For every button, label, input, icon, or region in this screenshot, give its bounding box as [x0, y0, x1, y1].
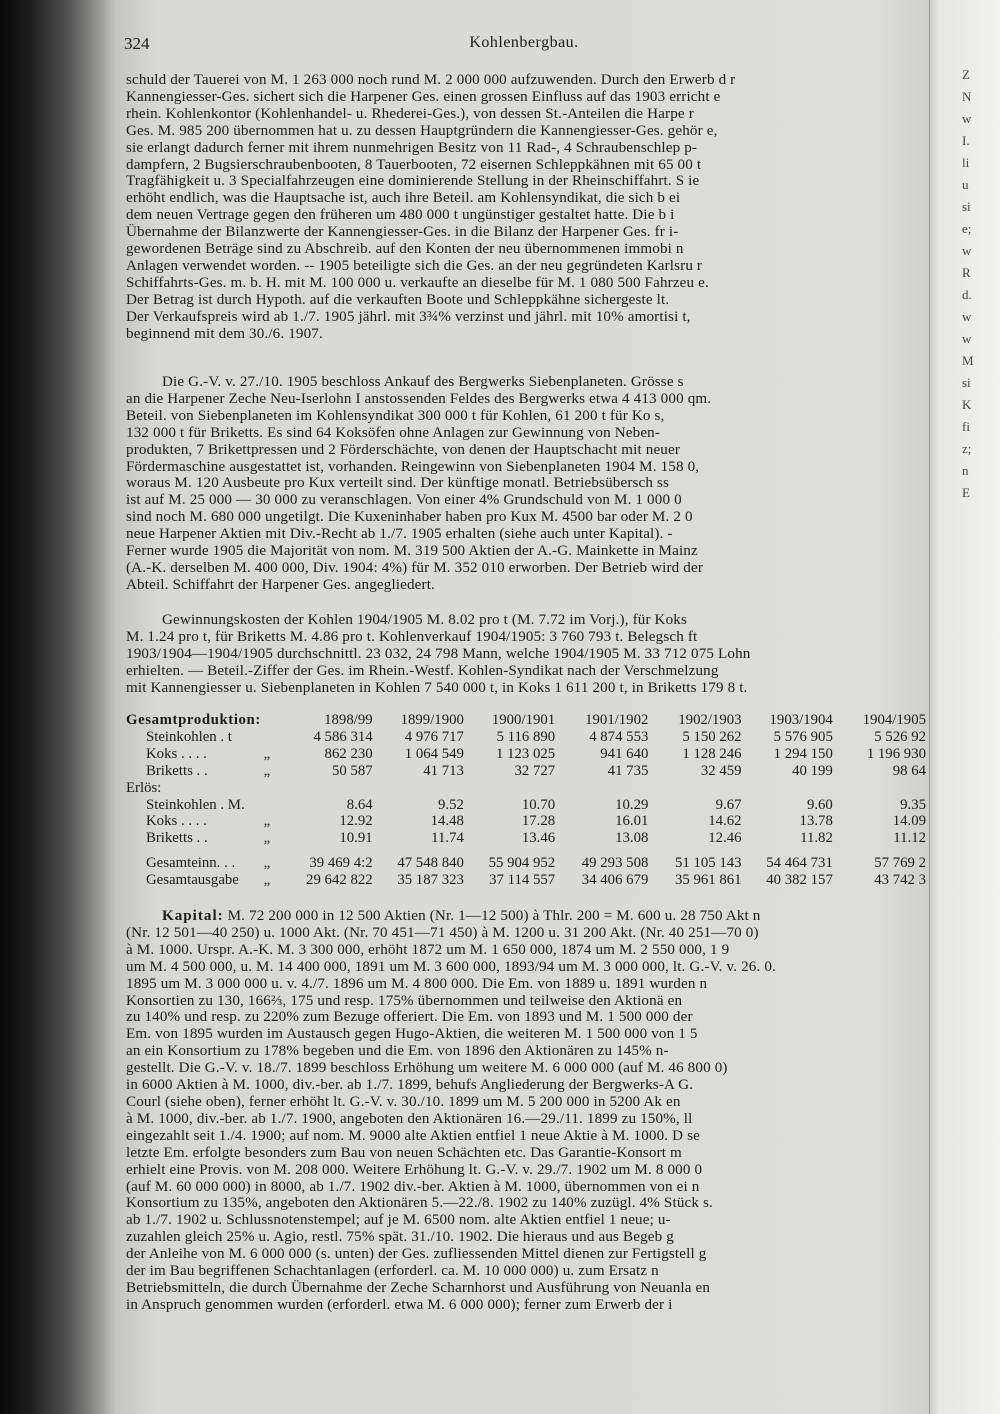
- text-line: 1895 um M. 3 000 000 u. v. 4./7. 1896 um M. 4 800 000. Die Em. von 1889 u. 1891 wurden n: [126, 975, 708, 992]
- table-cell: 11.12: [893, 830, 926, 847]
- running-head: Kohlenbergbau.: [469, 34, 579, 51]
- table-cell: 40 382 157: [766, 872, 833, 889]
- paragraph-kapital: [126, 908, 926, 1314]
- table-cell: 13.46: [521, 830, 556, 847]
- text-line: Fördermaschine ausgestattet ist, vorhanden. Reingewinn von Siebenplaneten 1904 M. 158 0,: [126, 458, 700, 475]
- row-unit: „: [263, 872, 271, 889]
- row-unit: „: [263, 855, 271, 872]
- row-label: Briketts . .: [146, 762, 208, 779]
- table-cell: 29 642 822: [306, 872, 373, 889]
- text-line: Konsortium zu 135%, angeboten den Aktionären 5.—22./8. 1902 zu 140% zuzügl. 4% Stück s.: [126, 1195, 713, 1212]
- table-cell: 1 294 150: [773, 745, 833, 762]
- text-line: Abteil. Schiffahrt der Harpener Ges. angegliedert.: [126, 576, 435, 593]
- table-cell: 10.91: [339, 830, 373, 847]
- text-line: Anlagen verwendet worden. -- 1905 beteiligte sich die Ges. an der neu gegründeten Karlsru r: [126, 257, 703, 274]
- text-line: gestellt. Die G.-V. v. 18./7. 1899 beschloss Erhöhung um weitere M. 6 000 000 (auf M. 46 800 0): [126, 1060, 728, 1077]
- table-cell: 4 976 717: [404, 728, 464, 745]
- production-row: [126, 763, 926, 780]
- year-header: 1904/1905: [862, 712, 926, 728]
- revenue-row: [126, 813, 926, 830]
- table-cell: 41 735: [607, 762, 649, 779]
- production-row: [126, 729, 926, 746]
- table-cell: 35 961 861: [674, 872, 742, 889]
- table-cell: 51 105 143: [674, 855, 742, 872]
- text-line: dem neuen Vertrage gegen den früheren um 480 000 t ungünstiger gestaltet hatte. Die b i: [126, 207, 675, 224]
- row-unit: „: [263, 745, 271, 762]
- row-unit: „: [263, 762, 271, 779]
- table-cell: 55 904 952: [488, 855, 556, 872]
- paragraph-gewinnungskosten: [126, 612, 926, 697]
- table-cell: 1 123 025: [495, 745, 556, 762]
- text-line: neue Harpener Aktien mit Div.-Recht ab 1./7. 1905 erhalten (siehe auch unter Kapital). -: [126, 526, 673, 543]
- row-label: Briketts . .: [146, 830, 208, 847]
- table-cell: 35 187 323: [397, 872, 464, 889]
- page-header: [118, 34, 930, 56]
- table-cell: 4 586 314: [313, 728, 373, 745]
- table-cell: 14.62: [708, 813, 742, 830]
- kapital-heading: Kapital:: [162, 908, 224, 924]
- text-line: produkten, 7 Brikettpressen und 2 Förderschächte, von denen der Hauptschacht mit neuer: [126, 441, 681, 458]
- table-cell: 57 769 2: [874, 855, 926, 872]
- row-label: Gesamteinn. . .: [146, 855, 236, 872]
- production-title: Gesamtproduktion:: [126, 712, 261, 728]
- text-line: M. 1.24 pro t, für Briketts M. 4.86 pro t. Kohlenverkauf 1904/1905: 3 760 793 t. Belegsch ft: [126, 628, 698, 645]
- next-page-edge: [929, 0, 1000, 1414]
- text-line: zu 140% und resp. zu 220% zum Bezuge offeriert. Die Em. von 1893 und M. 1 500 000 der: [126, 1009, 693, 1026]
- year-header: 1901/1902: [585, 712, 649, 728]
- text-line: Beteil. von Siebenplaneten im Kohlensyndikat 300 000 t für Kohlen, 61 200 t für Ko s,: [126, 407, 665, 424]
- text-line: Ges. M. 985 200 übernommen hat u. zu dessen Hauptgründern die Kannengiesser-Ges. gehör e,: [126, 122, 718, 139]
- table-cell: 11.82: [800, 830, 833, 847]
- text-line: schuld der Tauerei von M. 1 263 000 noch rund M. 2 000 000 aufzuwenden. Durch den Erwerb d r: [126, 72, 736, 88]
- text-line: 132 000 t für Briketts. Es sind 64 Koksöfen ohne Anlagen zur Gewinnung von Neben-: [126, 424, 661, 441]
- text-line: Konsortien zu 130, 166⅔, 175 und resp. 175% übernommen und teilweise den Aktionä en: [126, 992, 683, 1009]
- table-cell: 4 874 553: [589, 728, 649, 745]
- page-number: 324: [124, 34, 150, 53]
- revenue-row: [126, 830, 926, 847]
- text-line: sie erlangt dadurch ferner mit ihrem nunmehrigen Besitz von 11 Rad-, 4 Schraubenschlep p-: [126, 139, 698, 156]
- text-line: erhielten. — Beteil.-Ziffer der Ges. im Rhein.-Westf. Kohlen-Syndikat nach der Verschmelzung: [126, 662, 719, 679]
- table-spacer: [126, 847, 926, 855]
- text-line: an ein Konsortium zu 178% begeben und die Em. von 1896 den Aktionären zu 145% n-: [126, 1043, 669, 1060]
- book-spine-shadow: [0, 0, 118, 1414]
- text-line: à M. 1000. Urspr. A.-K. M. 3 300 000, erhöht 1872 um M. 1 650 000, 1874 um M. 2 550 000, 1 9: [126, 941, 730, 958]
- year-header: 1899/1900: [400, 712, 464, 728]
- text-line: woraus M. 120 Ausbeute pro Kux verteilt sind. Der künftige monatl. Betriebsübersch ss: [126, 475, 670, 492]
- text-line: ab 1./7. 1902 u. Schlussnotenstempel; auf je M. 6500 nom. alte Aktien entfiel 1 neue; u-: [126, 1212, 671, 1229]
- production-table-body: [126, 729, 926, 889]
- table-cell: 12.46: [708, 830, 742, 847]
- text-line: Tragfähigkeit u. 3 Specialfahrzeugen eine dominierende Stellung in der Rheinschiffahrt. S ie: [126, 173, 700, 190]
- revenue-label-row: [126, 780, 926, 797]
- production-header-row: [126, 712, 926, 729]
- year-header: 1902/1903: [678, 712, 742, 728]
- table-cell: 32 727: [514, 762, 556, 779]
- table-cell: 5 116 890: [496, 728, 556, 745]
- table-cell: 5 526 92: [874, 728, 926, 745]
- text-line: à M. 1000, div.-ber. ab 1./7. 1900, angeboten den Aktionären 16.—29./11. 1899 zu 150%, ll: [126, 1110, 693, 1127]
- row-label: Koks . . . .: [146, 745, 207, 762]
- table-cell: 9.52: [438, 796, 464, 813]
- text-line: Kannengiesser-Ges. sichert sich die Harpener Ges. einen grossen Einfluss auf das 1903 erricht e: [126, 88, 721, 105]
- text-line: der im Bau begriffenen Schachtanlagen (erforderl. ca. M. 10 000 000) u. zum Ersatz n: [126, 1263, 659, 1280]
- text-line: 1903/1904—1904/1905 durchschnittl. 23 032, 24 798 Mann, welche 1904/1905 M. 33 712 075 Lohn: [126, 645, 751, 662]
- row-label: Steinkohlen . M.: [146, 796, 245, 813]
- table-cell: 41 713: [423, 762, 464, 779]
- text-line: um M. 4 500 000, u. M. 14 400 000, 1891 um M. 3 600 000, 1893/94 um M. 3 000 000, lt. G.-V. v. 26. 0.: [126, 958, 776, 975]
- book-page: [118, 0, 930, 1414]
- revenue-label: Erlös:: [126, 779, 162, 796]
- row-label: Koks . . . .: [146, 813, 207, 830]
- text-line: eingezahlt seit 1./4. 1900; auf nom. M. 9000 alte Aktien entfiel 1 neue Aktie à M. 1000. D se: [126, 1127, 700, 1144]
- text-line: Der Verkaufspreis wird ab 1./7. 1905 jährl. mit 3¾% verzinst und jährl. mit 10% amortisi t,: [126, 308, 691, 325]
- year-header: 1900/1901: [491, 712, 556, 728]
- production-row: [126, 746, 926, 763]
- total-row: [126, 855, 926, 872]
- production-table: [126, 712, 926, 889]
- text-line: dampfern, 2 Bugsierschraubenbooten, 8 Tauerbooten, 72 eisernen Schleppkähnen mit 65 00 t: [126, 156, 702, 173]
- table-cell: 34 406 679: [581, 872, 649, 889]
- row-unit: [264, 729, 288, 746]
- text-line: Betriebsmitteln, die durch Übernahme der Zeche Scharnhorst und Ausführung von Neuanla en: [126, 1279, 711, 1296]
- table-cell: 40 199: [792, 762, 833, 779]
- text-line: sind noch M. 680 000 ungetilgt. Die Kuxeninhaber haben pro Kux M. 4500 bar oder M. 2 0: [126, 509, 693, 526]
- kapital-first-line-text: M. 72 200 000 in 12 500 Aktien (Nr. 1—12 500) à Thlr. 200 = M. 600 u. 28 750 Akt n: [227, 908, 761, 924]
- text-line: Gewinnungskosten der Kohlen 1904/1905 M. 8.02 pro t (M. 7.72 im Vorj.), für Koks: [162, 612, 688, 628]
- table-cell: 862 230: [324, 745, 373, 762]
- text-line: gewordenen Beträge sind zu Abschreib. auf den Konten der neu übernommenen immobi n: [126, 241, 684, 258]
- table-cell: 5 150 262: [682, 728, 742, 745]
- text-line: Ferner wurde 1905 die Majorität von nom. M. 319 500 Aktien der A.-G. Mainkette in Mainz: [126, 543, 698, 560]
- text-line: erhielt eine Provis. von M. 208 000. Weitere Erhöhung lt. G.-V. v. 29./7. 1902 um M. 8 000 0: [126, 1161, 703, 1178]
- table-cell: 1 128 246: [682, 745, 742, 762]
- table-cell: 50 587: [331, 762, 373, 779]
- row-label: Gesamtausgabe: [146, 872, 239, 889]
- text-line: an die Harpener Zeche Neu-Iserlohn I anstossenden Feldes des Bergwerks etwa 4 413 000 qm.: [126, 390, 712, 407]
- table-cell: 14.09: [892, 813, 926, 830]
- paragraph-siebenplaneten: [126, 374, 926, 594]
- table-cell: 10.70: [521, 796, 556, 813]
- text-line: (Nr. 12 501—40 250) u. 1000 Akt. (Nr. 70 451—71 450) à M. 1200 u. 31 200 Akt. (Nr. 40 251—70 0): [126, 924, 759, 941]
- table-cell: 9.60: [806, 796, 833, 813]
- text-line: rhein. Kohlenkontor (Kohlenhandel- u. Rhederei-Ges.), von dessen St.-Anteilen die Harpe r: [126, 105, 694, 122]
- text-line: Die G.-V. v. 27./10. 1905 beschloss Ankauf des Bergwerks Siebenplaneten. Grösse s: [162, 374, 684, 390]
- text-line: beginnend mit dem 30./6. 1907.: [126, 325, 323, 342]
- total-row: [126, 872, 926, 889]
- table-cell: 12.92: [339, 813, 373, 830]
- row-unit: „: [263, 830, 271, 847]
- text-line: in Anspruch genommen wurden (erforderl. etwa M. 6 000 000); ferner zum Erwerb der i: [126, 1296, 673, 1313]
- text-line: zuzahlen gleich 25% u. Agio, restl. 75% spät. 31./10. 1902. Die hieraus und aus Begeb g: [126, 1229, 674, 1246]
- table-cell: 1 196 930: [866, 745, 926, 762]
- table-cell: 32 459: [700, 762, 742, 779]
- table-cell: 10.29: [615, 796, 649, 813]
- table-cell: 9.35: [900, 796, 926, 813]
- text-line: letzte Em. erfolgte besonders zum Bau von neuen Schächten etc. Das Garantie-Konsort m: [126, 1144, 682, 1161]
- table-cell: 37 114 557: [489, 872, 556, 889]
- text-line: Courl (siehe oben), ferner erhöht lt. G.-V. v. 30./10. 1899 um M. 5 200 000 in 5200 Ak en: [126, 1093, 681, 1110]
- table-cell: 17.28: [521, 813, 556, 830]
- table-cell: 13.08: [615, 830, 649, 847]
- table-cell: 98 64: [892, 762, 926, 779]
- kapital-first-line: [126, 908, 926, 925]
- table-cell: 1 064 549: [404, 745, 464, 762]
- text-line: Übernahme der Bilanzwerte der Kannengiesser-Ges. in die Bilanz der Harpener Ges. fr i-: [126, 224, 679, 241]
- paragraph-kannengiesser: [126, 72, 926, 343]
- row-label: Steinkohlen . t: [146, 728, 232, 745]
- table-cell: 43 742 3: [874, 872, 926, 889]
- table-cell: 11.74: [431, 830, 464, 847]
- text-line: Schiffahrts-Ges. m. b. H. mit M. 100 000 u. verkaufte an dieselbe für M. 1 080 500 Fahrzeu e.: [126, 274, 709, 291]
- text-line: erhöht endlich, was die Hauptsache ist, auch ihre Beteil. am Kohlensyndikat, die sich b ei: [126, 190, 681, 207]
- year-header: 1898/99: [324, 712, 373, 728]
- text-line: der Anleihe von M. 6 000 000 (s. unten) der Ges. zufliessenden Mittel dienen zur Fertigstell g: [126, 1246, 707, 1263]
- table-cell: 16.01: [615, 813, 649, 830]
- row-unit: „: [263, 813, 271, 830]
- text-line: mit Kannengiesser u. Siebenplaneten in Kohlen 7 540 000 t, in Koks 1 611 200 t, in Briketts 179 8 t.: [126, 679, 748, 696]
- table-cell: 54 464 731: [766, 855, 833, 872]
- row-unit: [264, 797, 288, 814]
- text-line: (auf M. 60 000 000) in 8000, ab 1./7. 1902 div.-ber. Aktien à M. 1000, übernommen von ei n: [126, 1178, 700, 1195]
- next-page-edge-text: Z N w I. li u si e; w R d. w w M si K fi z; n E: [962, 67, 974, 500]
- table-cell: 14.48: [430, 813, 464, 830]
- table-cell: 9.67: [715, 796, 742, 813]
- table-cell: 49 293 508: [581, 855, 649, 872]
- text-line: Em. von 1895 wurden im Austausch gegen Hugo-Aktien, die weiteren M. 1 500 000 von 1 5: [126, 1026, 698, 1043]
- year-header: 1903/1904: [769, 712, 833, 728]
- table-cell: 13.78: [799, 813, 833, 830]
- revenue-row: [126, 797, 926, 814]
- text-line: in 6000 Aktien à M. 1000, div.-ber. ab 1./7. 1899, behufs Angliederung der Bergwerks-A G.: [126, 1077, 694, 1094]
- text-line: ist auf M. 25 000 — 30 000 zu veranschlagen. Von einer 4% Grundschuld von M. 1 000 0: [126, 492, 682, 509]
- text-line: Der Betrag ist durch Hypoth. auf die verkauften Boote und Schleppkähne sichergeste lt.: [126, 291, 670, 308]
- table-cell: 39 469 4:2: [309, 855, 373, 872]
- table-cell: 5 576 905: [773, 728, 833, 745]
- table-cell: 47 548 840: [397, 855, 464, 872]
- table-cell: 8.64: [346, 796, 373, 813]
- table-cell: 941 640: [600, 745, 649, 762]
- text-line: (A.-K. derselben M. 400 000, Div. 1904: 4%) für M. 352 010 erworben. Der Betrieb wird der: [126, 559, 703, 576]
